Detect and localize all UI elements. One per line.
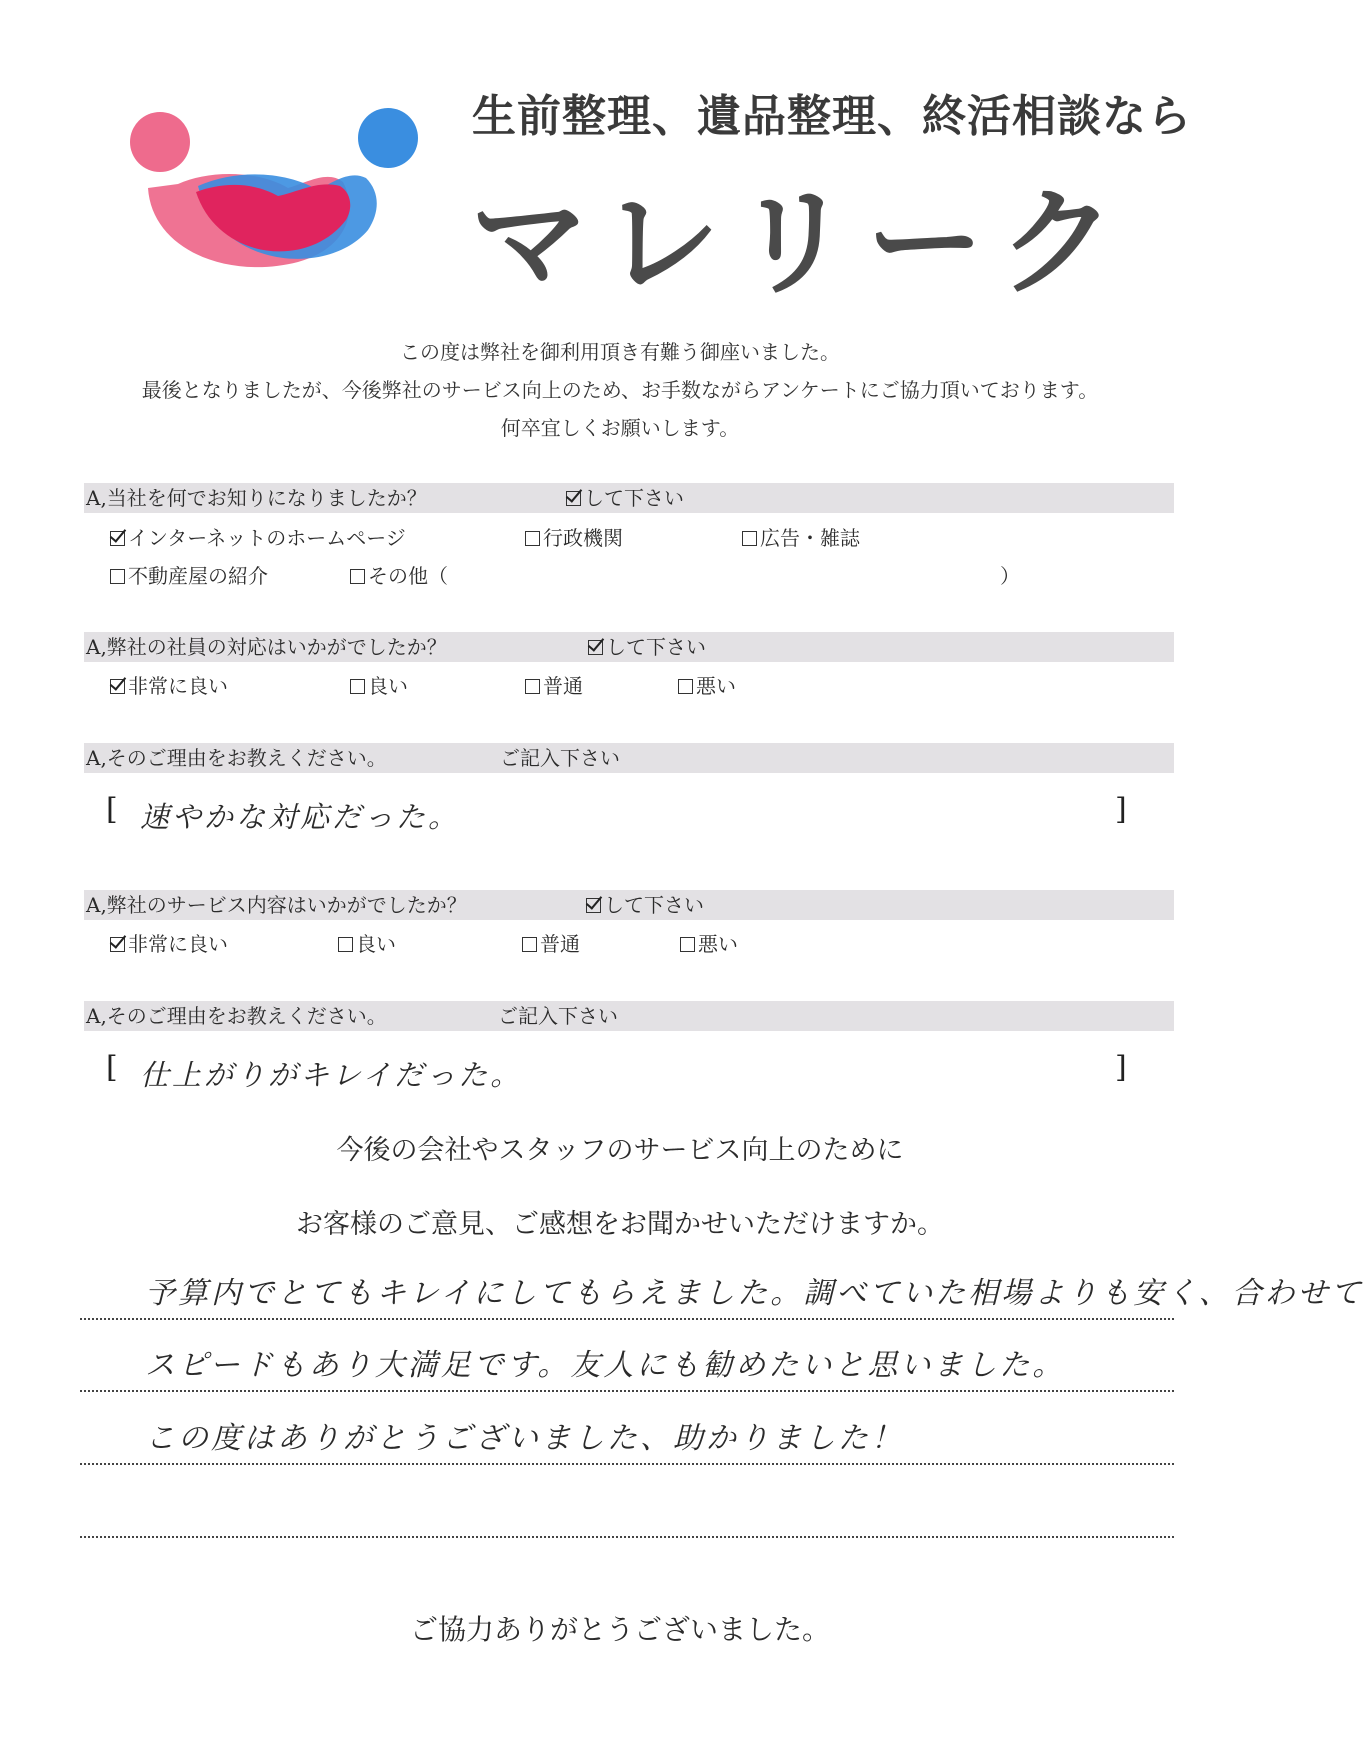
checkbox-icon[interactable] [525,679,540,694]
answer-bracket-open: [ [106,1050,118,1085]
checkbox-icon[interactable] [742,531,757,546]
q4-option-good[interactable]: 良い [338,928,396,957]
comment-rule [80,1390,1174,1392]
question-1-title: A,当社を何でお知りになりましたか？ [86,486,427,510]
checkbox-icon[interactable] [110,569,125,584]
checkbox-checked-icon[interactable] [110,937,125,952]
comments-prompt-line-2: お客様のご意見、ご感想をお聞かせいただけますか。 [296,1209,944,1240]
q2-option-very-good[interactable]: 非常に良い [110,670,228,699]
intro-line-2: 最後となりましたが、今後弊社のサービス向上のため、お手数ながらアンケートにご協力頂いております。 [141,378,1099,402]
checkbox-example-icon [586,898,601,913]
question-2-title: A,弊社の社員の対応はいかがでしたか？ [86,635,447,659]
q4-option-average[interactable]: 普通 [522,928,580,957]
q1-option-other[interactable]: その他（ [350,560,448,589]
question-4-bar [84,890,1174,920]
comment-rule [80,1318,1174,1320]
checkbox-icon[interactable] [522,937,537,952]
q2-option-bad[interactable]: 悪い [678,670,736,699]
question-3-title: A,そのご理由をお教えください。 [86,746,387,770]
checkbox-icon[interactable] [525,531,540,546]
q2-option-good[interactable]: 良い [350,670,408,699]
question-3-instruction: ご記入下さい [500,746,620,770]
checkbox-icon[interactable] [338,937,353,952]
intro-line-1: この度は弊社を御利用頂き有難う御座いました。 [400,340,840,364]
comment-line-1[interactable]: 予算内でとてもキレイにしてもらえました。調べていた相場よりも安く、合わせて [145,1276,1364,1311]
checkbox-icon[interactable] [680,937,695,952]
q3-answer[interactable]: 速やかな対応だった。 [140,800,461,834]
checkbox-icon[interactable] [350,679,365,694]
question-2-instruction: して下さい [588,632,706,662]
answer-bracket-close: ] [1115,792,1127,827]
comment-rule [80,1536,1174,1538]
checkbox-example-icon [566,491,581,506]
company-logo [118,100,438,300]
tagline: 生前整理、遺品整理、終活相談なら [472,91,1192,142]
question-3-bar [84,743,1174,773]
comment-line-3[interactable]: この度はありがとうございました、助かりました！ [145,1421,904,1456]
checkbox-icon[interactable] [678,679,693,694]
question-2-bar [84,632,1174,662]
intro-line-3: 何卒宜しくお願いします。 [500,416,740,440]
q1-option-internet[interactable]: インターネットのホームページ [110,522,406,551]
question-5-instruction: ご記入下さい [498,1004,618,1028]
answer-bracket-close: ] [1115,1050,1127,1085]
question-5-title: A,そのご理由をお教えください。 [86,1004,387,1028]
answer-bracket-open: [ [106,792,118,827]
comments-prompt-line-1: 今後の会社やスタッフのサービス向上のために [336,1135,904,1166]
checkbox-checked-icon[interactable] [110,531,125,546]
q1-option-government[interactable]: 行政機関 [525,522,623,551]
checkbox-example-icon [588,640,603,655]
q5-answer[interactable]: 仕上がりがキレイだった。 [140,1058,523,1092]
footer-thanks: ご協力ありがとうございました。 [409,1613,830,1646]
checkbox-checked-icon[interactable] [110,679,125,694]
comment-rule [80,1463,1174,1465]
question-1-instruction: して下さい [566,483,684,513]
q2-option-average[interactable]: 普通 [525,670,583,699]
question-4-title: A,弊社のサービス内容はいかがでしたか？ [86,893,467,917]
q4-option-bad[interactable]: 悪い [680,928,738,957]
question-4-instruction: して下さい [586,890,704,920]
q1-option-ads[interactable]: 広告・雑誌 [742,522,860,551]
question-1-bar [84,483,1174,513]
checkbox-icon[interactable] [350,569,365,584]
brand-name: マレリーク [470,174,1131,312]
q4-option-very-good[interactable]: 非常に良い [110,928,228,957]
question-5-bar [84,1001,1174,1031]
q1-other-close: ） [1000,564,1020,588]
q1-option-realtor[interactable]: 不動産屋の紹介 [110,560,268,589]
comment-line-2[interactable]: スピードもあり大満足です。友人にも勧めたいと思いました。 [145,1348,1066,1383]
